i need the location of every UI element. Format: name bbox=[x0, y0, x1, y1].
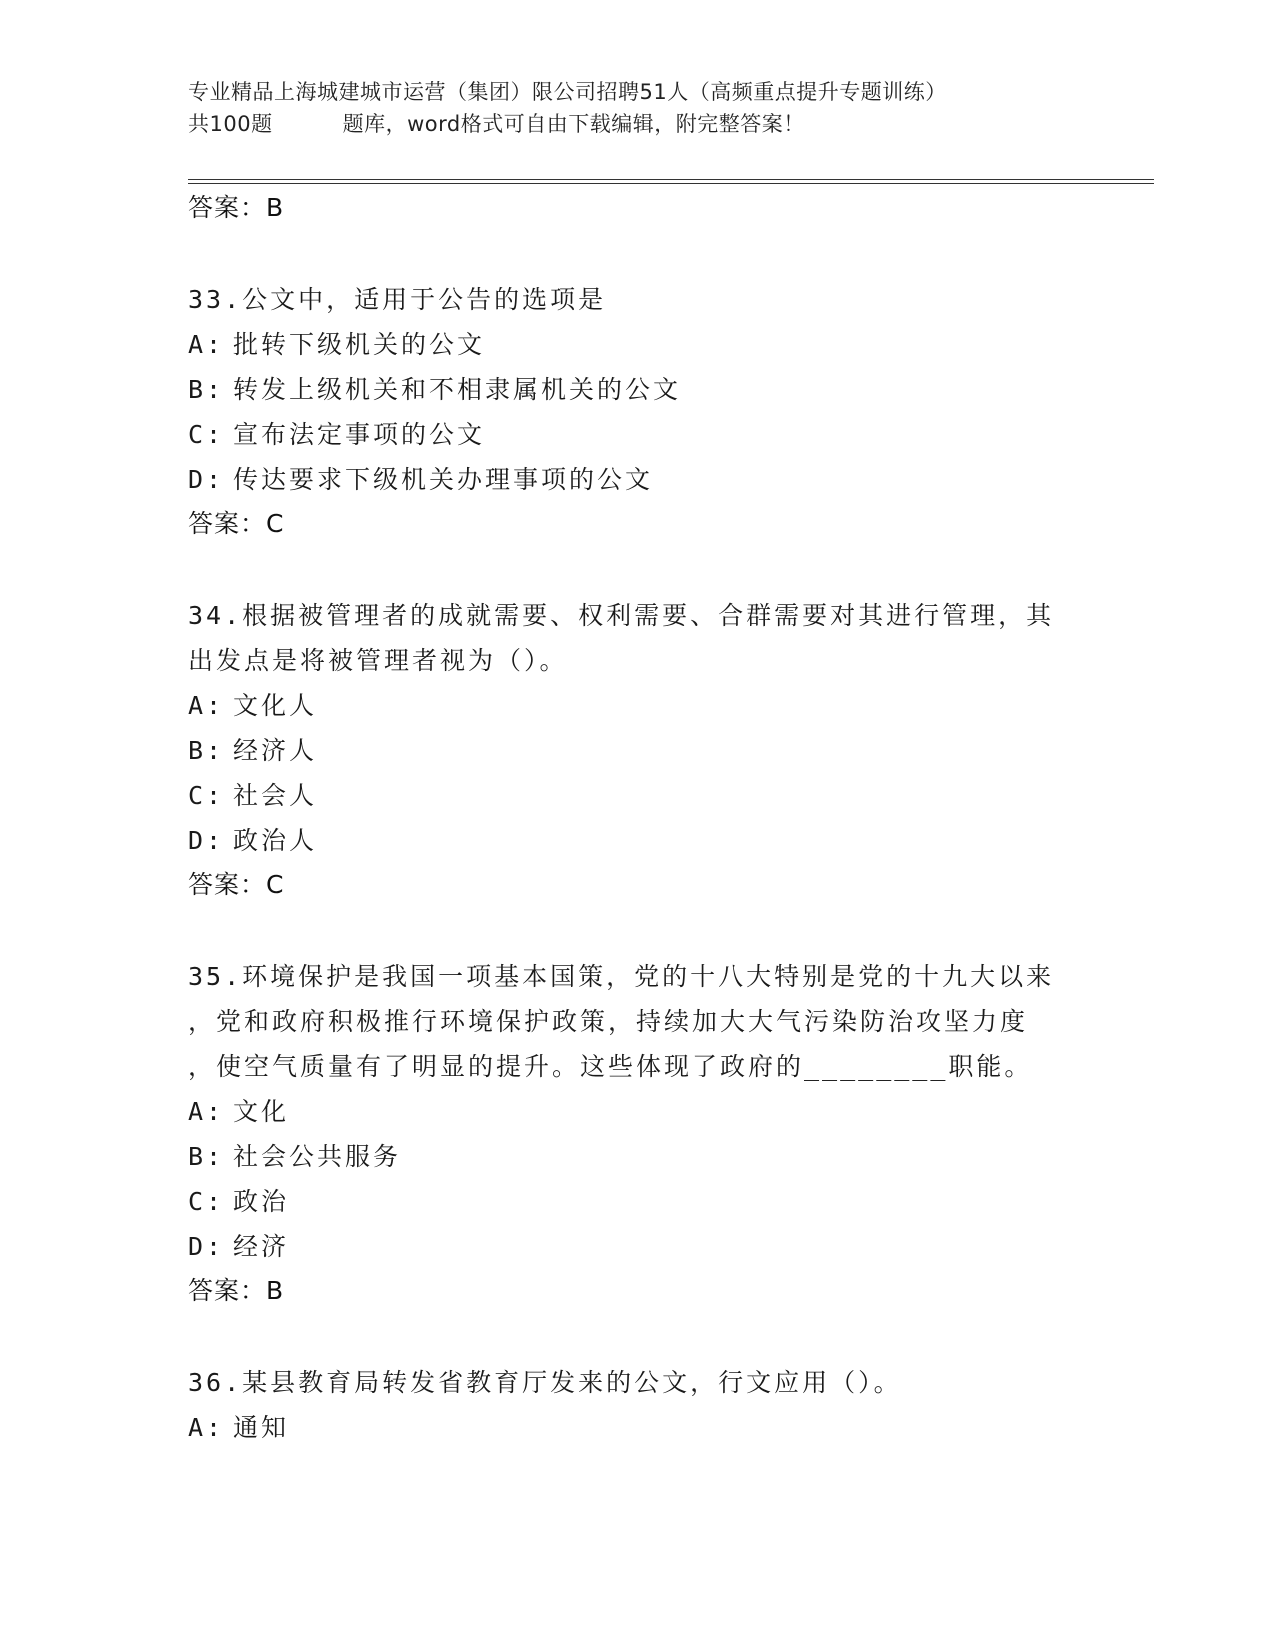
option-b: B: 转发上级机关和不相隶属机关的公文 bbox=[188, 375, 682, 404]
question-block bbox=[188, 593, 1088, 907]
header-title: 专业精品上海城建城市运营（集团）限公司招聘51人（高频重点提升专题训练） bbox=[188, 80, 947, 104]
option-d: D: 政治人 bbox=[188, 826, 318, 855]
option-c: C: 政治 bbox=[188, 1187, 290, 1216]
option-a: A: 文化 bbox=[188, 1097, 290, 1126]
option-c: C: 宣布法定事项的公文 bbox=[188, 420, 486, 449]
answer-line: 答案：B bbox=[188, 1276, 285, 1305]
header-rule-bottom bbox=[188, 183, 1154, 184]
option-d: D: 传达要求下级机关办理事项的公文 bbox=[188, 465, 654, 494]
answer-line: 答案：B bbox=[188, 193, 285, 222]
option-a: A: 文化人 bbox=[188, 691, 318, 720]
page-header bbox=[188, 76, 1118, 140]
option-b: B: 社会公共服务 bbox=[188, 1142, 402, 1171]
question-list bbox=[188, 186, 1088, 1450]
answer-line: 答案：C bbox=[188, 509, 285, 538]
option-c: C: 社会人 bbox=[188, 781, 318, 810]
question-text: 33.公文中，适用于公告的选项是 bbox=[188, 285, 607, 314]
question-text: 36.某县教育局转发省教育厅发来的公文，行文应用（）。 bbox=[188, 1368, 902, 1397]
question-block bbox=[188, 954, 1088, 1313]
header-note: 题库，word格式可自由下载编辑，附完整答案！ bbox=[342, 112, 805, 136]
question-block bbox=[188, 1360, 1088, 1450]
header-rule-top bbox=[188, 179, 1154, 180]
header-subtitle bbox=[188, 108, 1118, 140]
question-block bbox=[188, 277, 1088, 546]
option-a: A: 通知 bbox=[188, 1413, 290, 1442]
option-b: B: 经济人 bbox=[188, 736, 318, 765]
answer-line: 答案：C bbox=[188, 870, 285, 899]
question-text: 35.环境保护是我国一项基本国策，党的十八大特别是党的十九大以来 ，党和政府积极推行环境保护政策，持续加大大气污染防治攻坚力度 ，使空气质量有了明显的提升。这些体现了政府的________职能。 bbox=[188, 962, 1055, 1081]
option-d: D: 经济 bbox=[188, 1232, 290, 1261]
question-text: 34.根据被管理者的成就需要、权利需要、合群需要对其进行管理，其 出发点是将被管理者视为（）。 bbox=[188, 601, 1055, 675]
option-a: A: 批转下级机关的公文 bbox=[188, 330, 486, 359]
header-count: 共100题 bbox=[188, 112, 273, 136]
